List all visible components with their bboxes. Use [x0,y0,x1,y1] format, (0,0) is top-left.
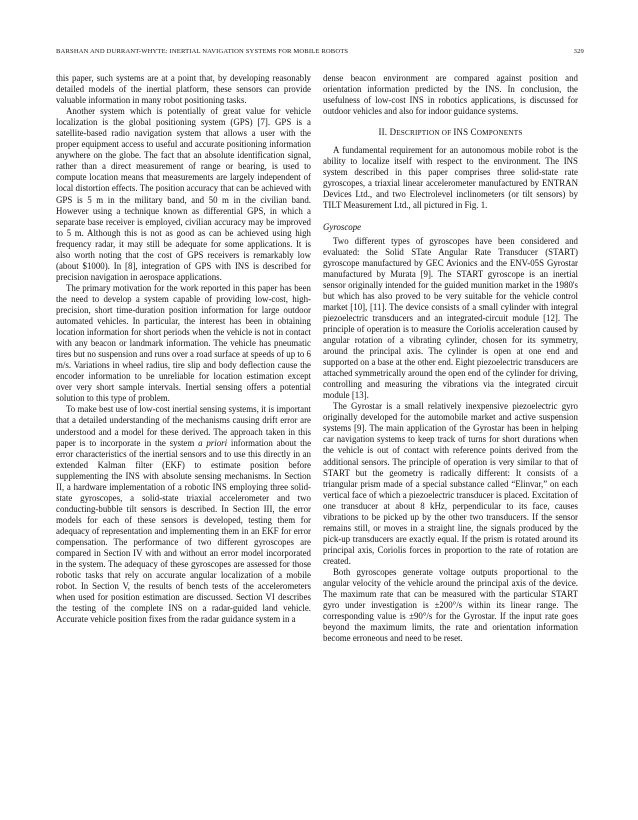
paragraph: A fundamental requirement for an autonomous mobile robot is the ability to localize itself with respect to the environment. The INS system described in this paper comprises three solid-state rate gyroscopes, a triaxial linear accelerometer manufactured by ENTRAN Devices Ltd., and two Electrolevel inclinometers (or tilt sensors) by TILT Measurement Ltd., all pictured in Fig. 1. [323,145,578,211]
left-column [56,73,311,625]
section-title-part: D [389,127,397,138]
running-title: BARSHAN AND DURRANT-WHYTE: INERTIAL NAVIGATION SYSTEMS FOR MOBILE ROBOTS [56,48,349,55]
section-title-part: INS C [453,127,477,138]
page-number: 329 [573,48,584,55]
section-heading [323,127,578,139]
paragraph: dense beacon environment are compared against position and orientation information predicted by the INS. In conclusion, the usefulness of low-cost INS in robotics applications, is discussed for outdoor vehicles and also for indoor guidance systems. [323,73,578,117]
paragraph: Two different types of gyroscopes have been considered and evaluated: the Solid STate Angular Rate Transducer (START) gyroscope manufactured by GEC Avionics and the ENV-05S Gyrostar manufactured by Murata [9]. The START gyroscope is an inertial sensor originally intended for the guided munition market in the 1980's but which has also proved to be very suitable for the vehicle control market [10], [11]. The device consists of a small cylinder with integral piezoelectric transducers and an integrated-circuit module [12]. The principle of operation is to measure the Coriolis acceleration caused by angular rotation of a vibrating cylinder, chosen for its symmetry, around the principal axis. The cylinder is open at one end and supported on a base at the other end. Eight piezoelectric transducers are attached symmetrically around the open end of the cylinder for driving, controlling and measuring the vibrations via the integrated circuit module [13]. [323,235,578,401]
paragraph [56,404,311,625]
section-number: II. [378,127,388,138]
paragraph: The primary motivation for the work reported in this paper has been the need to develop a system capable of providing low-cost, high-precision, short time-duration position information for large outdoor automated vehicles. In particular, the interest has been in obtaining location information for short periods when the vehicle is not in contact with any beacon or landmark information. The vehicle has pneumatic tires but no suspension and runs over a road surface at speeds of up to 6 m/s. Variations in wheel radius, tire slip and body deflection cause the encoder information to be unreliable for location estimation except over very short sample intervals. Inertial sensing offers a potential solution to this type of problem. [56,282,311,404]
paragraph: The Gyrostar is a small relatively inexpensive piezoelectric gyro originally developed for the automobile market and active suspension systems [9]. The main application of the Gyrostar has been in helping car navigation systems to keep track of turns for short durations when the vehicle is out of contact with reference points derived from the additional sensors. The principle of operation is very similar to that of START but the geometry is radically different: It consists of a triangular prism made of a special substance called “Elinvar,” on each vertical face of which a piezoelectric transducer is placed. Excitation of one transducer at about 8 kHz, perpendicular to its face, causes vibrations to be picked up by the other two transducers. If the sensor remains still, or moves in a straight line, the signals produced by the pick-up transducers are exactly equal. If the prism is rotated around its principal axis, Coriolis forces in proportion to the rate of rotation are created. [323,401,578,566]
text-run: information about the error characteristics of the inertial sensors and to use this directly in an extended Kalman filter (EKF) to estimate position before supplementing the INS with absolute sensing mechanisms. In Section II, a hardware implementation of a robotic INS employing three solid-state gyroscopes, a solid-state triaxial accelerometer and two conducting-bubble tilt sensors is described. In Section III, the error models for each of these sensors is developed, testing them for adequacy of representation and implementing them in an EKF for error compensation. The performance of two different gyroscopes are compared in Section IV with and without an error model incorporated in the system. The adequacy of these gyroscopes are assessed for those robotic tasks that rely on accurate angular localization of a mobile robot. In Section V, the results of bench tests of the accelerometers when used for position estimation are discussed. Section VI describes the testing of the complete INS on a radar-guided land vehicle. Accurate vehicle position fixes from the radar guidance system in a [56,437,312,625]
paragraph: this paper, such systems are at a point that, by developing reasonably detailed models of the inertial platform, these sensors can provide valuable information in many robot positioning tasks. [56,73,311,106]
right-column [323,73,578,644]
text-run: To make best use of low-cost inertial sensing systems, it is important that a detailed understanding of the mechanisms causing drift error are understood and a model for these derived. The approach taken in this paper is to incorporate in the system [56,404,311,448]
paragraph: Both gyroscopes generate voltage outputs proportional to the angular velocity of the vehicle around the principal axis of the device. The maximum rate that can be measured with the particular START gyro under investigation is ±200°/s within its linear range. The corresponding value is ±90°/s for the Gyrostar. If the input rate goes beyond the maximum limits, the rate and orientation information become erroneous and need to be reset. [323,566,578,644]
paragraph: Another system which is potentially of great value for vehicle localization is the global positioning system (GPS) [7]. GPS is a satellite-based radio navigation system that allows a user with the proper equipment access to useful and accurate positioning information anywhere on the globe. The fact that an absolute identification signal, rather than a direct measurement of range or bearing, is used to compute location means that measurements are largely independent of local distortion effects. The position accuracy that can be achieved with GPS is 5 m in the military band, and 50 m in the civilian band. However using a technique known as differential GPS, in which a separate base receiver is employed, civilian accuracy may be improved to 5 m. Although this is not as good as can be achieved using high frequency radar, it may still be adequate for some applications. It is also worth noting that the cost of GPS receivers is remarkably low (about $1000). In [8], integration of GPS with INS is described for precision navigation in aerospace applications. [56,106,311,282]
subsection-heading: Gyroscope [323,221,362,232]
section-title-part: ESCRIPTION OF [396,129,454,138]
section-title-part: OMPONENTS [476,129,523,138]
emphasis-text: a priori [198,437,228,448]
